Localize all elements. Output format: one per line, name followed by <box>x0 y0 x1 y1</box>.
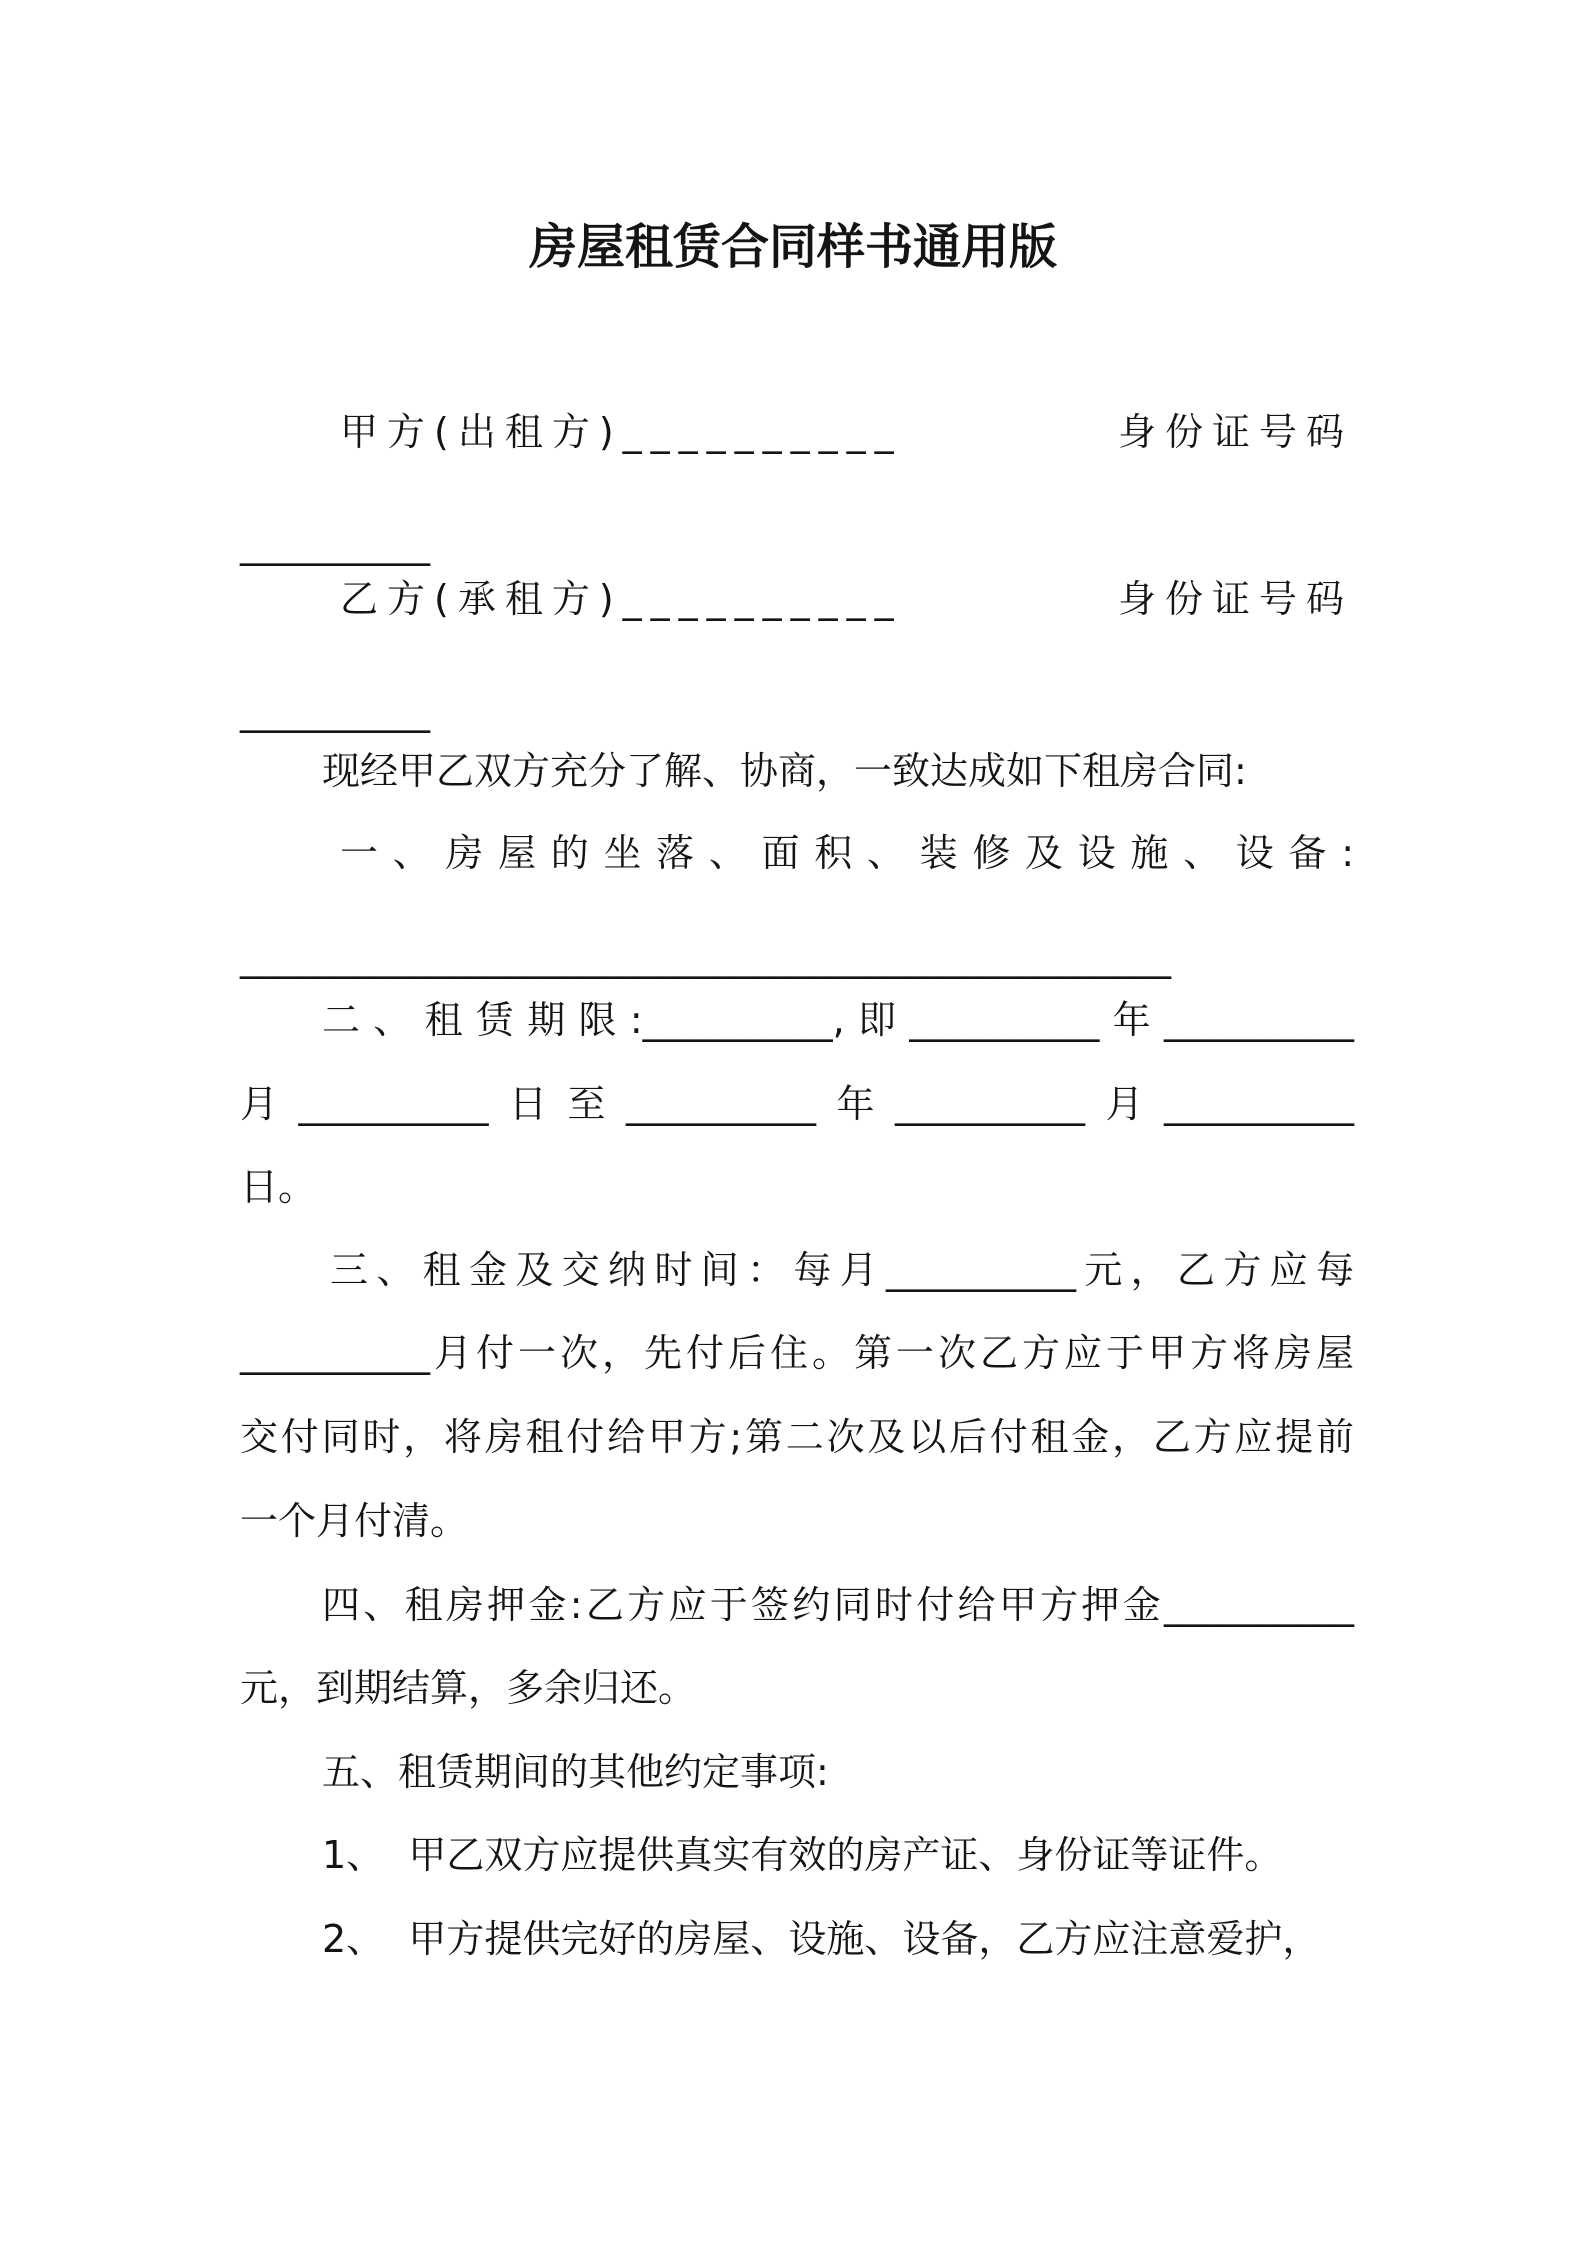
clause3-line3: 交付同时，将房租付给甲方;第二次及以后付租金，乙方应提前 <box>240 1415 1354 1459</box>
party-a-id-blank: __________ <box>240 522 430 566</box>
clause4-line1: 四、租房押金:乙方应于签约同时付给甲方押金__________ <box>322 1583 1354 1627</box>
clause3-line4: 一个月付清。 <box>240 1499 469 1543</box>
clause3-line1: 三、租金及交纳时间：每月__________元，乙方应每 <box>330 1248 1354 1292</box>
clause3-line2: __________月付一次，先付后住。第一次乙方应于甲方将房屋 <box>240 1331 1354 1375</box>
clause5-heading: 五、租赁期间的其他约定事项: <box>322 1750 829 1794</box>
clause2-line1: 二、租赁期限:__________,即__________年__________ <box>322 998 1354 1042</box>
clause2-line3: 日。 <box>240 1165 317 1209</box>
intro-text: 现经甲乙双方充分了解、协商，一致达成如下租房合同: <box>322 749 1247 793</box>
document-title: 房屋租赁合同样书通用版 <box>528 219 1057 275</box>
party-a-label: 甲方(出租方)__________ <box>340 410 903 454</box>
party-b-id-label: 身份证号码 <box>1118 577 1354 621</box>
clause1-heading: 一、房屋的坐落、面积、装修及设施、设备: <box>340 831 1354 875</box>
party-b-id-blank: __________ <box>240 689 430 733</box>
clause5-item1: 1、 甲乙双方应提供真实有效的房产证、身份证等证件。 <box>322 1833 1283 1877</box>
party-b-label: 乙方(承租方)__________ <box>340 577 903 621</box>
clause4-line2: 元，到期结算，多余归还。 <box>240 1666 697 1710</box>
party-a-id-label: 身份证号码 <box>1118 410 1354 454</box>
clause5-item2: 2、 甲方提供完好的房屋、设施、设备，乙方应注意爱护， <box>322 1917 1321 1961</box>
clause1-blank: _________________________________________________ <box>240 935 1171 979</box>
clause2-line2: 月__________日至__________年__________月__________ <box>240 1082 1354 1126</box>
